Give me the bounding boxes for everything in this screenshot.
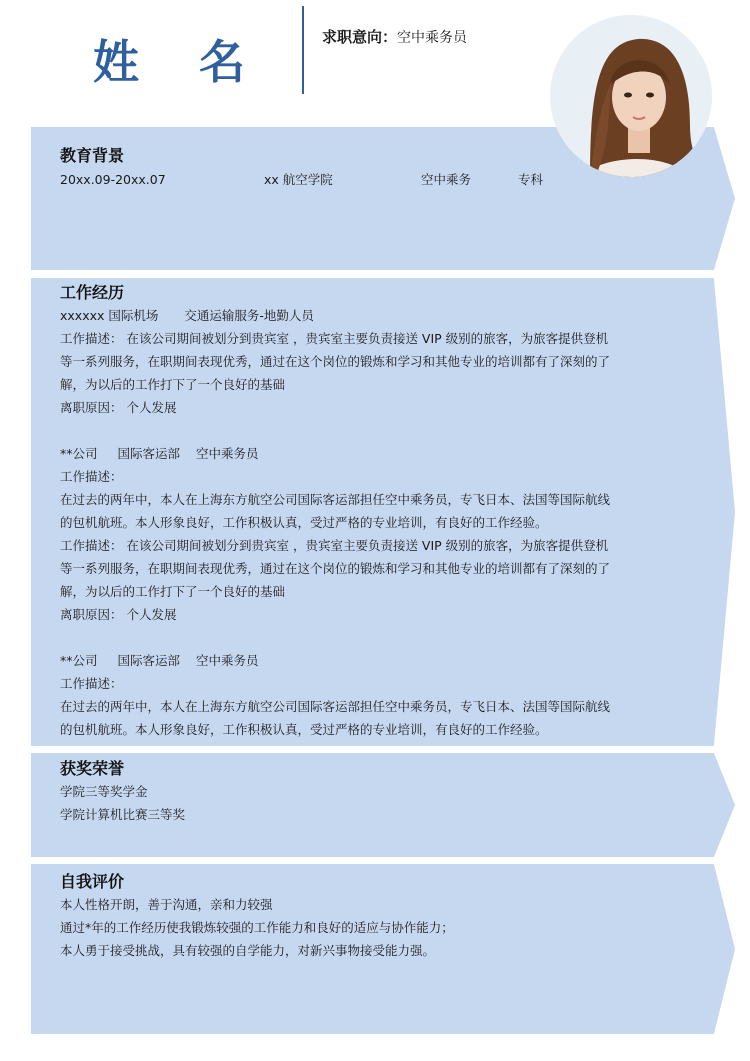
job1-desc-line: 等一系列服务，在职期间表现优秀，通过在这个岗位的锻炼和学习和其他专业的培训都有了深刻的了 xyxy=(60,354,611,369)
job3-dept: 国际客运部 xyxy=(117,653,181,668)
job2-desc-label: 工作描述： xyxy=(60,469,123,484)
job3-header xyxy=(60,649,680,672)
candidate-name: 姓 名 xyxy=(93,35,268,89)
job2-header xyxy=(60,442,680,465)
job3-desc-line: 的包机航班。本人形象良好，工作积极认真，受过严格的专业培训，有良好的工作经验。 xyxy=(60,722,548,737)
work-body xyxy=(60,304,680,741)
awards-title: 获奖荣誉 xyxy=(60,759,125,778)
spacer xyxy=(60,626,680,649)
job1-header xyxy=(60,304,680,327)
education-school: xx 航空学院 xyxy=(264,172,333,187)
job1-company: xxxxxx 国际机场 xyxy=(60,308,159,323)
objective-label: 求职意向： xyxy=(322,28,398,46)
job1-reason: 离职原因： 个人发展 xyxy=(60,400,177,415)
objective-value: 空中乘务员 xyxy=(397,30,468,46)
portrait-image xyxy=(550,15,712,177)
education-period: 20xx.09-20xx.07 xyxy=(60,172,166,187)
education-title: 教育背景 xyxy=(60,146,125,165)
self-eval-item: 本人性格开朗，善于沟通，亲和力较强 xyxy=(60,897,273,912)
job-objective xyxy=(322,27,467,48)
job3-company: **公司 xyxy=(60,653,98,668)
self-eval-list xyxy=(60,893,680,962)
job3-desc-label: 工作描述： xyxy=(60,676,123,691)
award-item: 学院计算机比赛三等奖 xyxy=(60,807,186,822)
job2-desc2-line: 工作描述： 在该公司期间被划分到贵宾室 ，贵宾室主要负责接送 VIP 级别的旅客，为旅客提供登机 xyxy=(60,538,609,553)
job2-desc2-line: 解，为以后的工作打下了一个良好的基础 xyxy=(60,584,286,599)
job1-desc-line: 工作描述： 在该公司期间被划分到贵宾室 ，贵宾室主要负责接送 VIP 级别的旅客，为旅客提供登机 xyxy=(60,331,609,346)
spacer xyxy=(60,419,680,442)
education-major: 空中乘务 xyxy=(421,172,472,187)
work-title: 工作经历 xyxy=(60,283,125,302)
job3-position: 空中乘务员 xyxy=(196,653,259,668)
job2-desc2-line: 等一系列服务，在职期间表现优秀，通过在这个岗位的锻炼和学习和其他专业的培训都有了深刻的了 xyxy=(60,561,611,576)
education-degree: 专科 xyxy=(518,172,544,187)
job1-position: 交通运输服务-地勤人员 xyxy=(184,308,314,323)
awards-list xyxy=(60,780,680,826)
job2-dept: 国际客运部 xyxy=(117,446,181,461)
job2-reason: 离职原因： 个人发展 xyxy=(60,607,177,622)
self-eval-item: 通过*年的工作经历使我锻炼较强的工作能力和良好的适应与协作能力； xyxy=(60,920,454,935)
award-item: 学院三等奖学金 xyxy=(60,784,148,799)
job3-desc-line: 在过去的两年中，本人在上海东方航空公司国际客运部担任空中乘务员，专飞日本、法国等国际航线 xyxy=(60,699,611,714)
header-divider xyxy=(302,6,304,94)
job2-company: **公司 xyxy=(60,446,98,461)
self-eval-title: 自我评价 xyxy=(60,872,125,891)
job1-desc-line: 解，为以后的工作打下了一个良好的基础 xyxy=(60,377,286,392)
job2-position: 空中乘务员 xyxy=(196,446,259,461)
job2-desc-line: 在过去的两年中，本人在上海东方航空公司国际客运部担任空中乘务员，专飞日本、法国等国际航线 xyxy=(60,492,611,507)
profile-photo xyxy=(550,15,712,177)
job2-desc-line: 的包机航班。本人形象良好，工作积极认真，受过严格的专业培训，有良好的工作经验。 xyxy=(60,515,548,530)
self-eval-item: 本人勇于接受挑战，具有较强的自学能力，对新兴事物接受能力强。 xyxy=(60,943,436,958)
